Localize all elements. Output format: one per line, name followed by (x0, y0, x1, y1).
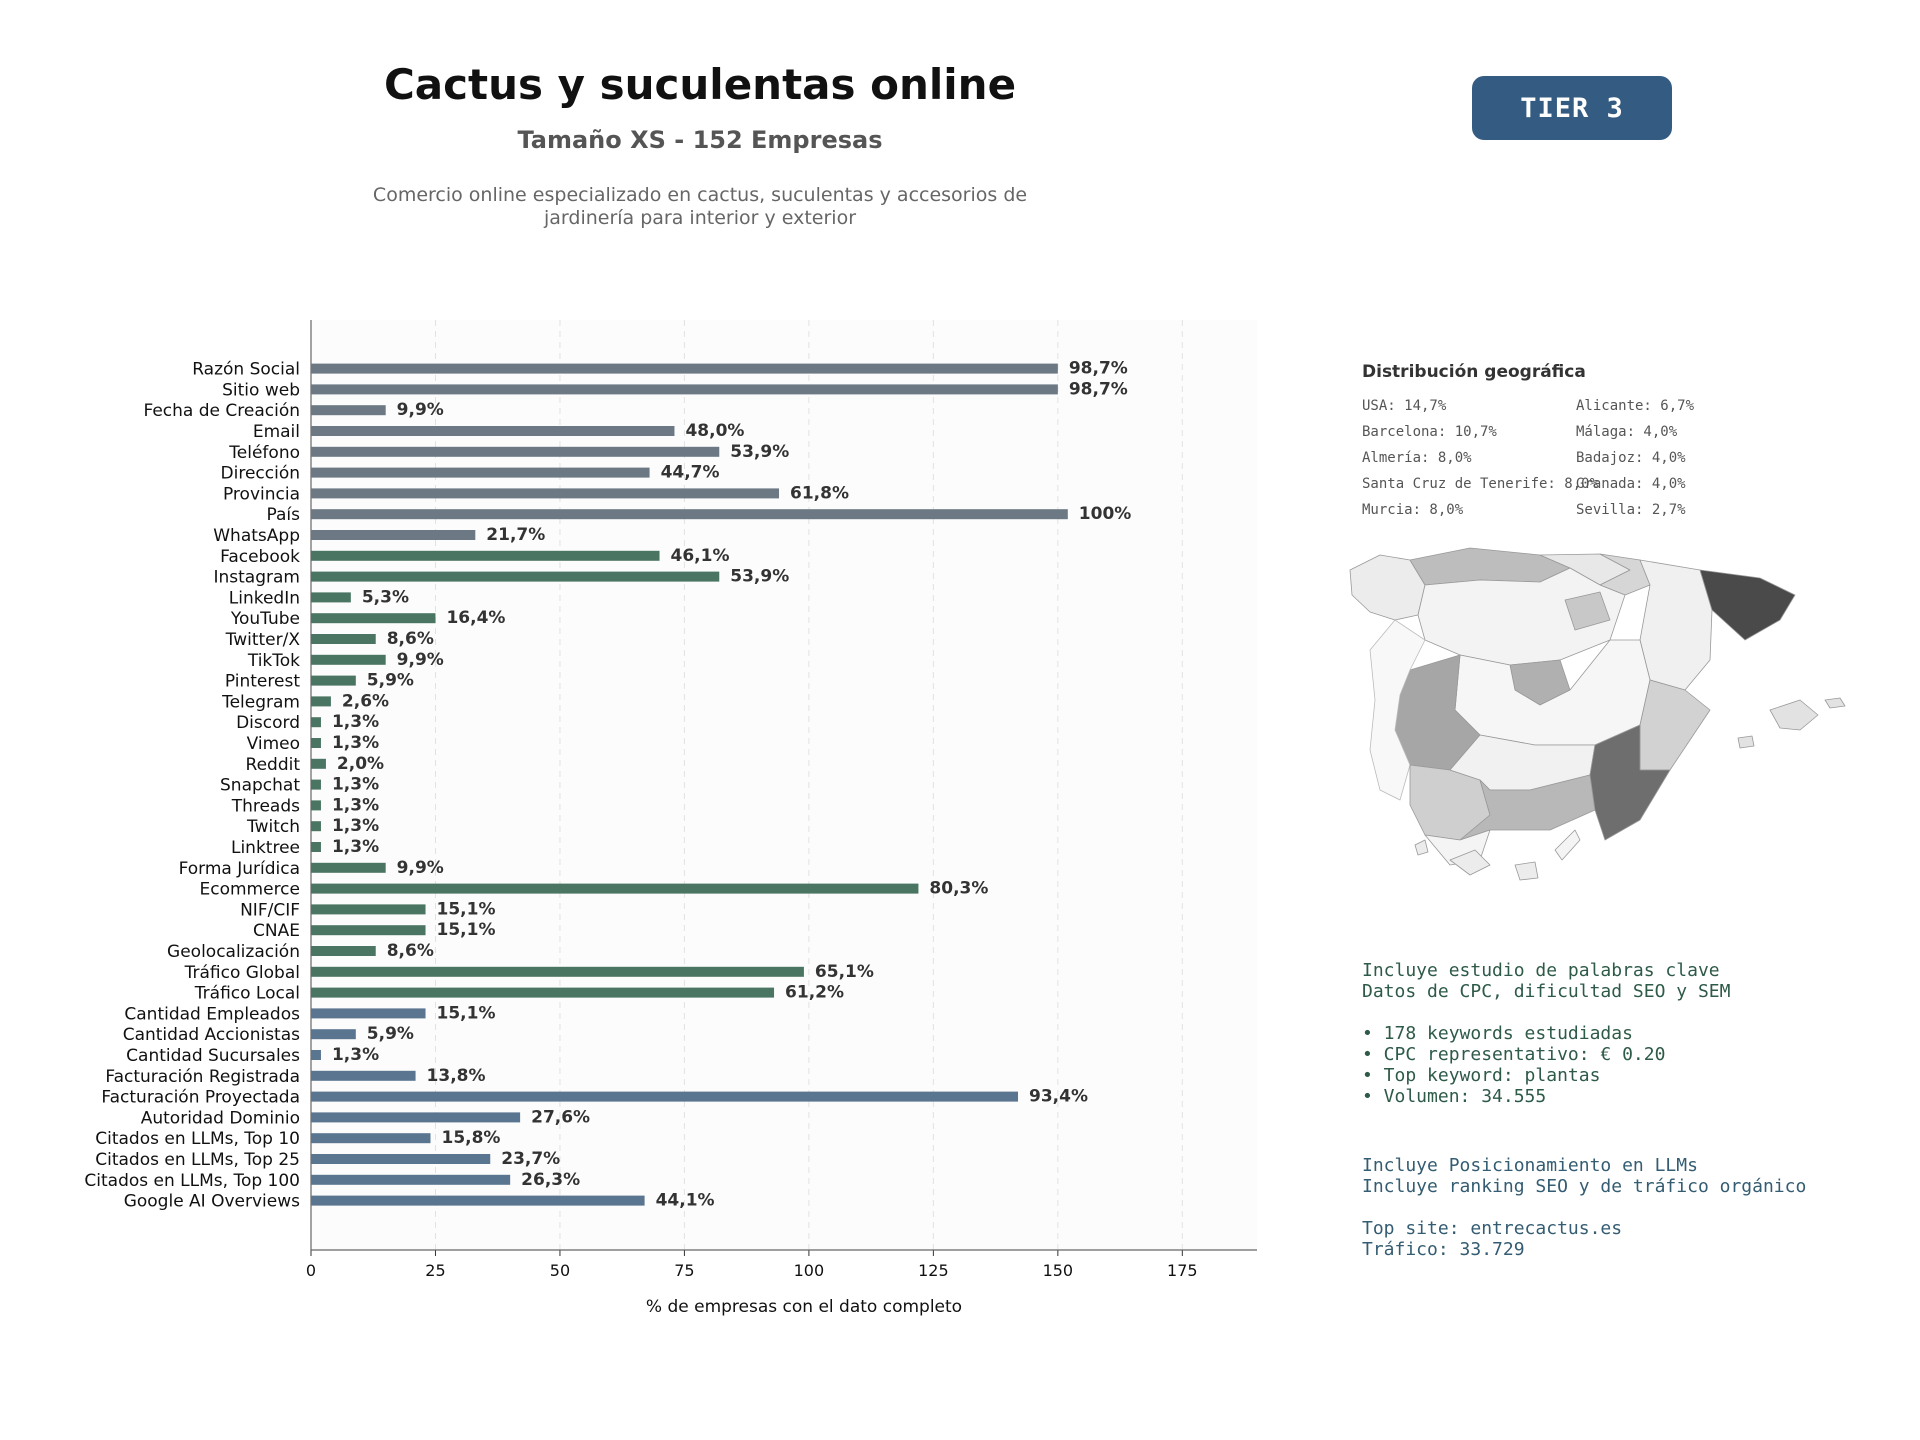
data-label: 15,1% (436, 920, 496, 941)
llms-info-line: Tráfico: 33.729 (1362, 1239, 1525, 1260)
y-tick-label: Twitch (247, 817, 300, 838)
bar (311, 759, 326, 769)
bar (311, 426, 674, 436)
bar (311, 1175, 510, 1185)
y-tick-label: Razón Social (192, 359, 300, 380)
y-tick-label: Autoridad Dominio (140, 1108, 300, 1129)
x-tick-label: 75 (674, 1261, 695, 1280)
bar (311, 364, 1058, 374)
y-tick-label: Forma Jurídica (178, 858, 300, 879)
y-tick-label: Cantidad Sucursales (126, 1046, 300, 1066)
data-label: 1,3% (331, 1045, 380, 1065)
keywords-info-line: • Volumen: 34.555 (1362, 1086, 1547, 1107)
data-label: 98,7% (1068, 379, 1128, 400)
bar (311, 946, 376, 956)
data-label: 9,9% (396, 857, 444, 878)
llms-info-panel (1362, 1155, 1806, 1260)
x-tick-label: 150 (1042, 1261, 1074, 1280)
bar (311, 1154, 490, 1164)
keywords-info-line: • Top keyword: plantas (1362, 1065, 1601, 1086)
keywords-info-line: Datos de CPC, dificultad SEO y SEM (1362, 981, 1731, 1002)
y-tick-label: Discord (236, 713, 300, 734)
bar (311, 1071, 416, 1081)
bar (311, 384, 1058, 394)
bar (311, 572, 719, 582)
y-tick-label: Cantidad Accionistas (122, 1025, 300, 1046)
bar (311, 904, 426, 914)
page-subtitle: Tamaño XS - 152 Empresas (517, 126, 883, 154)
bar (311, 842, 321, 852)
geo-item: Granada: 4,0% (1576, 476, 1686, 492)
spacer (1362, 1002, 1730, 1023)
bar (311, 509, 1068, 519)
bar (311, 592, 351, 602)
y-tick-label: Telegram (222, 692, 300, 713)
y-tick-label: LinkedIn (228, 588, 300, 609)
geo-item: USA: 14,7% (1362, 398, 1447, 414)
bar (311, 925, 426, 935)
data-label: 44,7% (660, 462, 720, 483)
map-region-gran-canaria (1515, 862, 1538, 880)
bar (311, 738, 321, 748)
data-label: 23,7% (501, 1149, 561, 1169)
bar (311, 1133, 430, 1143)
data-label: 27,6% (531, 1107, 591, 1128)
llms-info-line: Incluye ranking SEO y de tráfico orgánico (1362, 1176, 1807, 1197)
x-tick-label: 175 (1167, 1261, 1198, 1280)
x-tick-label: 25 (425, 1261, 446, 1280)
y-tick-label: Geolocalización (167, 942, 300, 962)
y-tick-label: Threads (231, 796, 300, 817)
y-tick-label: NIF/CIF (240, 900, 300, 921)
completeness-bar-chart (0, 300, 1290, 1350)
y-tick-label: Snapchat (220, 775, 300, 796)
bar (311, 696, 331, 706)
spain-province-map (1340, 540, 1860, 920)
data-label: 53,9% (730, 441, 790, 462)
data-label: 80,3% (929, 878, 989, 899)
data-label: 15,1% (436, 1003, 496, 1024)
y-tick-label: Facebook (220, 546, 300, 567)
y-tick-label: Teléfono (229, 442, 300, 463)
data-label: 9,9% (396, 400, 444, 421)
y-tick-label: Citados en LLMs, Top 10 (95, 1129, 300, 1150)
geo-item: Sevilla: 2,7% (1576, 502, 1686, 518)
geo-item: Murcia: 8,0% (1362, 502, 1464, 518)
data-label: 5,9% (366, 670, 414, 691)
data-label: 2,0% (336, 753, 385, 774)
geo-item: Santa Cruz de Tenerife: 8,0% (1362, 476, 1599, 492)
bar (311, 800, 321, 810)
data-label: 13,8% (426, 1065, 486, 1086)
y-tick-label: Linktree (230, 838, 300, 858)
keywords-info-line: • 178 keywords estudiadas (1362, 1023, 1633, 1044)
llms-info-line: Top site: entrecactus.es (1362, 1218, 1623, 1239)
bar (311, 863, 386, 873)
geo-item: Badajoz: 4,0% (1576, 450, 1686, 466)
bar (311, 468, 650, 478)
data-label: 65,1% (814, 961, 874, 982)
bar (311, 821, 321, 831)
y-tick-label: YouTube (230, 609, 300, 630)
y-tick-label: Citados en LLMs, Top 25 (95, 1150, 300, 1170)
data-label: 16,4% (446, 608, 506, 629)
data-label: 8,6% (386, 941, 434, 961)
data-label: 48,0% (685, 421, 745, 441)
page-description (320, 184, 1080, 230)
bar (311, 1092, 1018, 1102)
keywords-info-panel (1362, 960, 1730, 1107)
y-tick-label: Email (252, 422, 300, 442)
y-tick-label: Tráfico Local (194, 983, 300, 1004)
bar (311, 551, 660, 561)
spacer (1362, 1197, 1806, 1218)
data-label: 44,1% (655, 1190, 715, 1211)
y-tick-label: Tráfico Global (184, 962, 300, 983)
bar (311, 655, 386, 665)
map-region-menorca (1825, 698, 1845, 708)
data-label: 9,9% (396, 649, 444, 670)
bar (311, 967, 804, 977)
bar (311, 1029, 356, 1039)
map-region-aragon (1640, 560, 1712, 690)
y-tick-label: Reddit (245, 754, 300, 775)
bar (311, 717, 321, 727)
tier-badge: TIER 3 (1472, 76, 1672, 140)
data-label: 26,3% (521, 1169, 581, 1190)
y-tick-label: Facturación Proyectada (101, 1087, 300, 1108)
bar (311, 613, 435, 623)
geo-item: Almería: 8,0% (1362, 450, 1472, 466)
map-region-cataluna (1700, 570, 1795, 640)
y-tick-label: TikTok (247, 650, 300, 671)
page-title: Cactus y suculentas online (383, 60, 1017, 109)
y-tick-label: Facturación Registrada (105, 1066, 300, 1087)
data-label: 1,3% (331, 795, 380, 816)
map-region-ibiza (1738, 736, 1754, 748)
bar (311, 530, 475, 540)
y-tick-label: Dirección (220, 463, 300, 484)
keywords-info-line: Incluye estudio de palabras clave (1362, 960, 1720, 981)
bar (311, 1196, 645, 1206)
y-tick-label: Twitter/X (225, 630, 300, 650)
data-label: 100% (1078, 504, 1132, 525)
bar (311, 1050, 321, 1060)
y-tick-label: País (266, 505, 300, 526)
data-label: 1,3% (331, 733, 380, 753)
data-label: 21,7% (486, 525, 546, 545)
y-tick-label: Pinterest (224, 671, 300, 692)
data-label: 1,3% (331, 837, 380, 857)
bar (311, 676, 356, 686)
geo-item: Málaga: 4,0% (1576, 424, 1678, 440)
data-label: 98,7% (1068, 358, 1128, 379)
y-tick-label: Google AI Overviews (123, 1191, 300, 1212)
y-tick-label: Citados en LLMs, Top 100 (84, 1170, 300, 1191)
data-label: 1,3% (331, 816, 380, 837)
data-label: 1,3% (331, 712, 380, 733)
geo-distribution-title: Distribución geográfica (1362, 362, 1586, 382)
x-tick-label: 125 (918, 1261, 949, 1280)
y-tick-label: Ecommerce (199, 879, 300, 900)
bar (311, 1112, 520, 1122)
bar (311, 447, 719, 457)
y-tick-label: Cantidad Empleados (124, 1004, 300, 1025)
x-axis-label: % de empresas con el dato completo (645, 1297, 963, 1317)
bar (311, 1008, 426, 1018)
map-region-valencia (1640, 680, 1710, 770)
data-label: 46,1% (670, 545, 730, 566)
y-tick-label: Fecha de Creación (143, 401, 300, 422)
keywords-info-line: • CPC representativo: € 0.20 (1362, 1044, 1666, 1065)
geo-item: Barcelona: 10,7% (1362, 424, 1497, 440)
bar (311, 780, 321, 790)
x-tick-label: 100 (793, 1261, 825, 1280)
data-label: 1,3% (331, 774, 380, 795)
y-tick-label: CNAE (253, 921, 300, 942)
data-label: 2,6% (341, 691, 390, 712)
x-tick-label: 50 (549, 1261, 571, 1280)
bar (311, 405, 386, 415)
data-label: 15,1% (436, 899, 496, 920)
data-label: 61,8% (790, 483, 850, 504)
description-line: jardinería para interior y exterior (543, 207, 856, 229)
bar (311, 634, 376, 644)
bar (311, 988, 774, 998)
llms-info-line: Incluye Posicionamiento en LLMs (1362, 1155, 1698, 1176)
map-region-fuerteventura (1555, 830, 1580, 860)
map-region-la-palma (1415, 840, 1428, 855)
y-tick-label: Instagram (213, 567, 300, 588)
geo-item: Alicante: 6,7% (1576, 398, 1695, 414)
y-tick-label: Provincia (222, 484, 300, 505)
map-region-baleares (1770, 700, 1818, 730)
data-label: 93,4% (1029, 1086, 1088, 1107)
y-tick-label: Sitio web (222, 380, 300, 401)
data-label: 53,9% (730, 566, 790, 587)
data-label: 5,9% (366, 1024, 414, 1045)
description-line: Comercio online especializado en cactus, suculentas y accesorios de (372, 184, 1028, 206)
x-tick-label: 0 (305, 1261, 317, 1280)
y-tick-label: Vimeo (246, 734, 300, 754)
data-label: 8,6% (386, 629, 434, 649)
y-tick-label: WhatsApp (213, 526, 300, 546)
bar (311, 884, 918, 894)
bar (311, 488, 779, 498)
data-label: 61,2% (785, 982, 845, 1003)
data-label: 15,8% (441, 1128, 501, 1149)
data-label: 5,3% (361, 587, 409, 608)
